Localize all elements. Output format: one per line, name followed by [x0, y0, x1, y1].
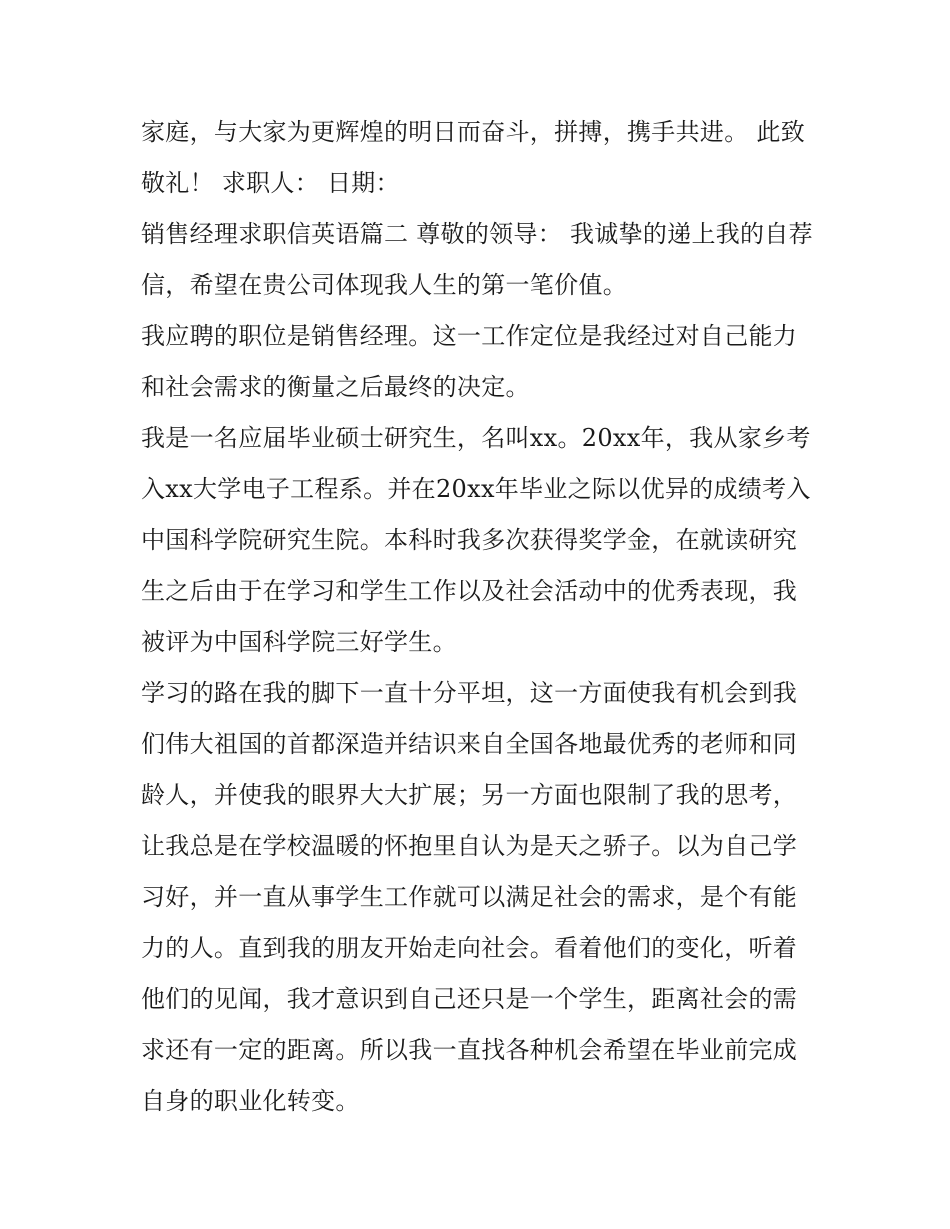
paragraph-closing: 家庭，与大家为更辉煌的明日而奋斗，拼搏，携手共进。 此致 敬礼！ 求职人： 日期：: [141, 118, 806, 197]
paragraph-reflection: 学习的路在我的脚下一直十分平坦，这一方面使我有机会到我们伟大祖国的首都深造并结识来自全国各地最优秀的老师和同龄人，并使我的眼界大大扩展；另一方面也限制了我的思考，让我总是在学校温暖的怀抱里自认为是天之骄子。以为自己学习好，并一直从事学生工作就可以满足社会的需求，是个有能力的人。直到我的朋友开始走向社会。看着他们的变化，听着他们的见闻，我才意识到自己还只是一个学生，距离社会的需求还有一定的距离。所以我一直找各种机会希望在毕业前完成自身的职业化转变。: [141, 679, 798, 1115]
paragraph-background: 我是一名应届毕业硕士研究生，名叫xx。20xx年，我从家乡考入xx大学电子工程系。并在20xx年毕业之际以优异的成绩考入中国科学院研究生院。本科时我多次获得奖学金，在就读研究生之后由于在学习和学生工作以及社会活动中的优秀表现，我被评为中国科学院三好学生。: [141, 424, 811, 656]
paragraph-position: 我应聘的职位是销售经理。这一工作定位是我经过对自己能力和社会需求的衡量之后最终的决定。: [141, 322, 798, 401]
paragraph-greeting: 销售经理求职信英语篇二 尊敬的领导： 我诚挚的递上我的自荐信，希望在贵公司体现我人生的第一笔价值。: [141, 220, 813, 299]
document-body: [141, 107, 821, 1127]
